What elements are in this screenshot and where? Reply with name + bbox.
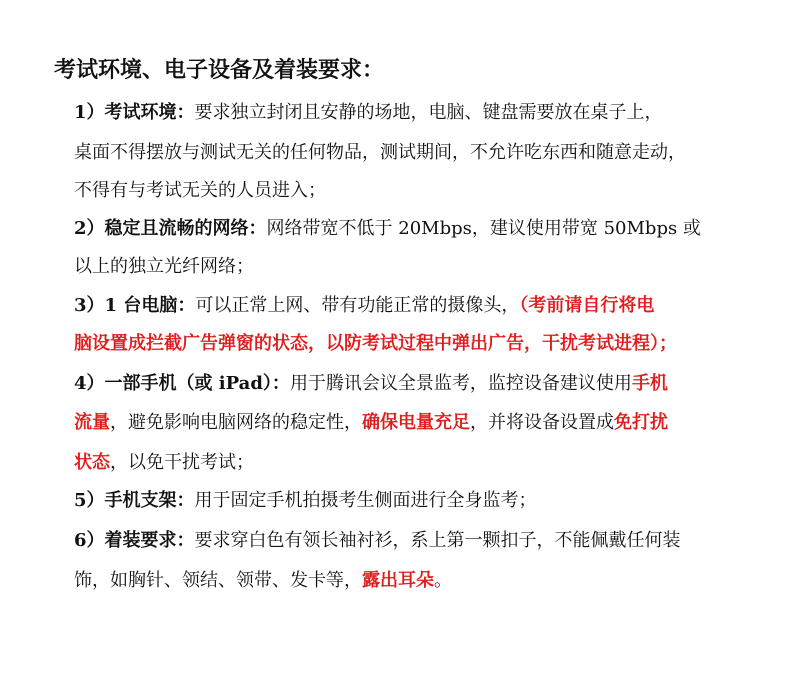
item-2-line-1: [74, 214, 701, 244]
item-6-heading: 6）着装要求：: [74, 530, 195, 551]
item-6-text: 要求穿白色有领长袖衬衫，系上第一颗扣子，不能佩戴任何装: [194, 530, 681, 551]
item-2-text-2: 以上的独立光纤网络；: [74, 256, 254, 277]
item-3-line-1: [74, 291, 654, 321]
item-6-line-2: [74, 566, 452, 596]
item-5-line-1: [74, 486, 537, 516]
item-4-text-3: ，并将设备设置成: [470, 412, 614, 433]
item-2-line-2: [74, 252, 254, 282]
item-3-red-text: （考前请自行将电: [519, 295, 655, 316]
item-4-line-1: [74, 369, 668, 399]
item-4-red-text-5: 状态: [74, 452, 110, 473]
item-1-text-2: 桌面不得摆放与测试无关的任何物品，测试期间，不允许吃东西和随意走动，: [74, 142, 686, 163]
page-title: 考试环境、电子设备及着装要求：: [54, 57, 385, 83]
item-3-heading: 3）1 台电脑：: [74, 295, 196, 316]
item-3-red-text-2: 脑设置成拦截广告弹窗的状态，以防考试过程中弹出广告，干扰考试进程）；: [74, 333, 677, 354]
item-4-text-4: ，以免干扰考试；: [110, 452, 254, 473]
item-3-text: 可以正常上网、带有功能正常的摄像头，: [195, 295, 520, 316]
item-1-line-1: [74, 98, 663, 128]
item-1-text: 要求独立封闭且安静的场地，电脑、键盘需要放在桌子上，: [194, 102, 663, 123]
item-4-line-3: [74, 448, 254, 478]
item-6-red-text: 露出耳朵: [362, 570, 434, 591]
item-4-red-text-2: 流量: [74, 412, 110, 433]
item-1-line-2: [74, 138, 686, 168]
item-1-heading: 1）考试环境：: [74, 102, 195, 123]
item-2-heading: 2）稳定且流畅的网络：: [74, 218, 267, 239]
item-4-red-text: 手机: [631, 373, 668, 394]
item-4-line-2: [74, 408, 668, 438]
item-6-line-1: [74, 526, 681, 556]
item-4-red-text-4: 免打扰: [614, 412, 668, 433]
item-5-heading: 5）手机支架：: [74, 490, 195, 511]
item-6-text-3: 。: [434, 570, 452, 591]
item-4-heading: 4）一部手机（或 iPad）：: [74, 373, 290, 394]
item-4-text-2: ，避免影响电脑网络的稳定性，: [110, 412, 362, 433]
item-6-text-2: 饰，如胸针、领结、领带、发卡等，: [74, 570, 362, 591]
item-3-line-2: [74, 329, 677, 359]
item-4-red-text-3: 确保电量充足: [362, 412, 470, 433]
item-4-text: 用于腾讯会议全景监考，监控设备建议使用: [289, 373, 632, 394]
item-1-text-3: 不得有与考试无关的人员进入；: [74, 180, 326, 201]
item-1-line-3: [74, 176, 326, 206]
item-2-text: 网络带宽不低于 20Mbps，建议使用带宽 50Mbps 或: [266, 218, 701, 239]
item-5-text: 用于固定手机拍摄考生侧面进行全身监考；: [194, 490, 537, 511]
